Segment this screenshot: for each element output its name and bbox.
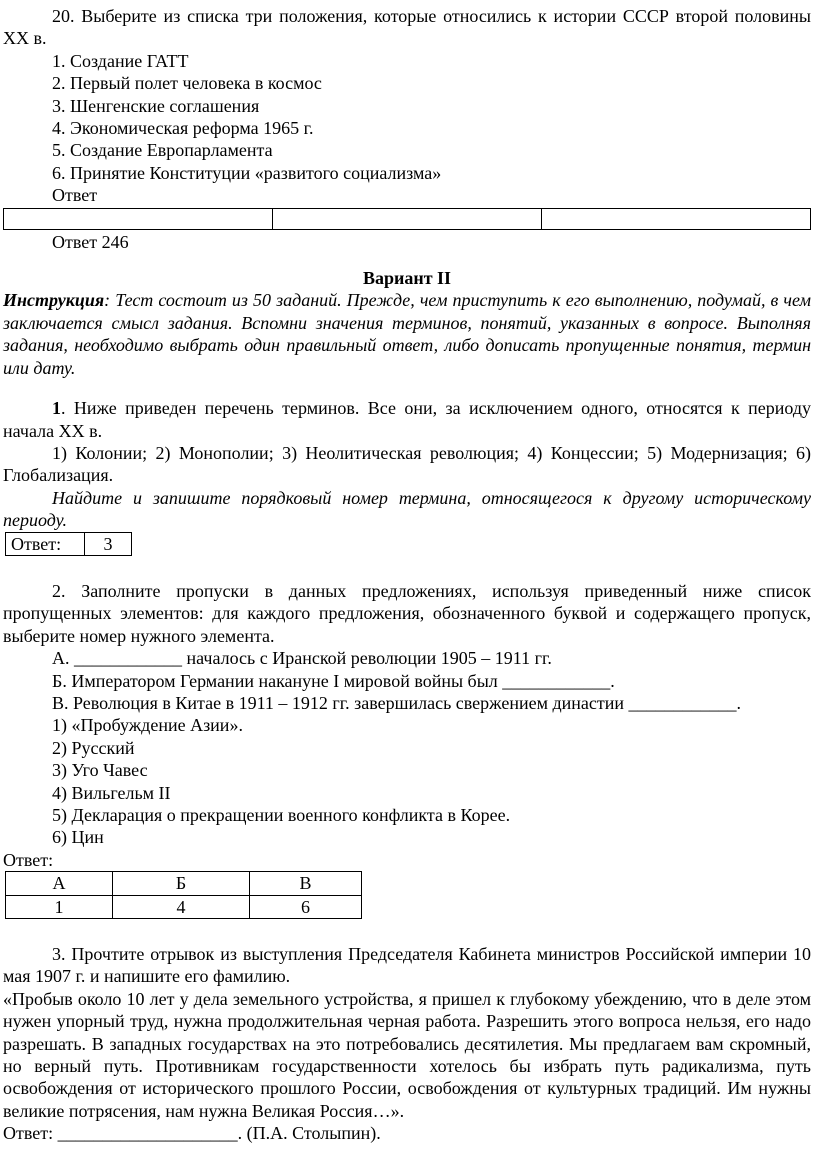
q20-text: 20. Выберите из списка три положения, которые относились к истории СССР второй половины XX в.	[3, 6, 811, 49]
q1-number: 1	[52, 398, 61, 419]
section-spacer	[3, 253, 811, 267]
q2-option-2: 2) Русский	[52, 737, 135, 758]
q1-terms: 1) Колонии; 2) Монополии; 3) Неолитическая революция; 4) Концессии; 5) Модернизация; 6) Глобализация.	[3, 442, 811, 486]
q3-quote: «Пробыв около 10 лет у дела земельного устройства, я пришел к глубокому убеждению, что в деле этом нужен упорный труд, нужна продолжительная черная работа. Разрешить этого вопроса нельзя, его надо разрешать. В западных государствах на это потребовались десятилетия. Мы предлагаем вам скромный, но верный путь. Противникам государственности хотелось бы избрать путь радикализма, путь освобождения от исторического прошлого России, освобождения от культурных традиций. Им нужны великие потрясения, нам нужна Великая Россия…».	[3, 988, 811, 1121]
q3-answer-line: Ответ: ____________________. (П.А. Столыпин).	[3, 1123, 381, 1144]
q20-answer-cell-2[interactable]	[273, 208, 542, 229]
q2-option-1: 1) «Пробуждение Азии».	[52, 715, 243, 736]
q2-option-6: 6) Цин	[52, 827, 104, 848]
q2-sentence-v: В. Революция в Китае в 1911 – 1912 гг. завершилась свержением династии ____________.	[52, 692, 742, 713]
q1-text	[3, 397, 811, 442]
q20-answer-note: Ответ 246	[52, 231, 129, 252]
q2-header-b: Б	[113, 872, 250, 895]
q3-text: 3. Прочтите отрывок из выступления Председателя Кабинета министров Российской империи 10 мая 1907 г. и напишите его фамилию.	[3, 944, 811, 987]
variant-heading: Вариант II	[362, 268, 452, 289]
q20-option-3: 3. Шенгенские соглашения	[52, 95, 260, 116]
q2-header-a: А	[6, 872, 113, 895]
q20-option-1: 1. Создание ГАТТ	[52, 50, 189, 71]
q1-answer-row	[6, 532, 132, 555]
q2-sentence-a: А. ____________ началось с Иранской революции 1905 – 1911 гг.	[52, 648, 552, 669]
q1-task: Найдите и запишите порядковый номер термина, относящегося к другому историческому периоду.	[3, 487, 811, 531]
section-spacer	[3, 919, 811, 943]
q2-answer-label: Ответ:	[3, 849, 54, 870]
q2-value-b: 4	[113, 895, 250, 918]
q2-option-4: 4) Вильгельм II	[52, 782, 171, 803]
q1-text-body: . Ниже приведен перечень терминов. Все они, за исключением одного, относятся к периоду начала XX в.	[3, 398, 811, 441]
q2-answer-table	[5, 871, 362, 919]
q2-header-v: В	[250, 872, 362, 895]
instruction-label: Инструкция	[3, 290, 105, 311]
q20-option-2: 2. Первый полет человека в космос	[52, 73, 322, 94]
q20-answer-label: Ответ	[52, 185, 98, 206]
q2-option-5: 5) Декларация о прекращении военного конфликта в Корее.	[52, 805, 511, 825]
section-spacer	[3, 379, 811, 397]
q20-answer-cell-3[interactable]	[542, 208, 811, 229]
q20-option-5: 5. Создание Европарламента	[52, 140, 273, 161]
q2-option-3: 3) Уго Чавес	[52, 760, 148, 781]
q2-answer-value-row	[6, 895, 362, 918]
section-spacer	[3, 556, 811, 580]
q20-answer-table	[3, 208, 811, 230]
q1-answer-label: Ответ:	[6, 532, 85, 555]
q2-answer-header-row	[6, 872, 362, 895]
q2-sentence-b: Б. Императором Германии накануне I мировой войны был ____________.	[52, 670, 615, 691]
q2-value-a: 1	[6, 895, 113, 918]
q20-option-4: 4. Экономическая реформа 1965 г.	[52, 118, 314, 139]
q1-answer-value: 3	[85, 532, 132, 555]
instruction-text: : Тест состоит из 50 заданий. Прежде, чем приступить к его выполнению, подумай, в чем заключается смысл задания. Вспомни значения терминов, понятий, указанных в вопросе. Выполняя задания, необходимо выбрать один правильный ответ, либо дописать пропущенные понятия, термин или дату.	[3, 290, 811, 378]
q20-option-6: 6. Принятие Конституции «развитого социализма»	[52, 162, 442, 183]
q20-answer-cell-1[interactable]	[4, 208, 273, 229]
q20-answer-row	[4, 208, 811, 229]
q2-value-v: 6	[250, 895, 362, 918]
instruction-paragraph	[3, 289, 811, 379]
q2-text: 2. Заполните пропуски в данных предложениях, используя приведенный ниже список пропущенных элементов: для каждого предложения, обозначенного буквой и содержащего пропуск, выберите номер нужного элемента.	[3, 580, 811, 646]
q1-answer-box	[5, 532, 132, 556]
